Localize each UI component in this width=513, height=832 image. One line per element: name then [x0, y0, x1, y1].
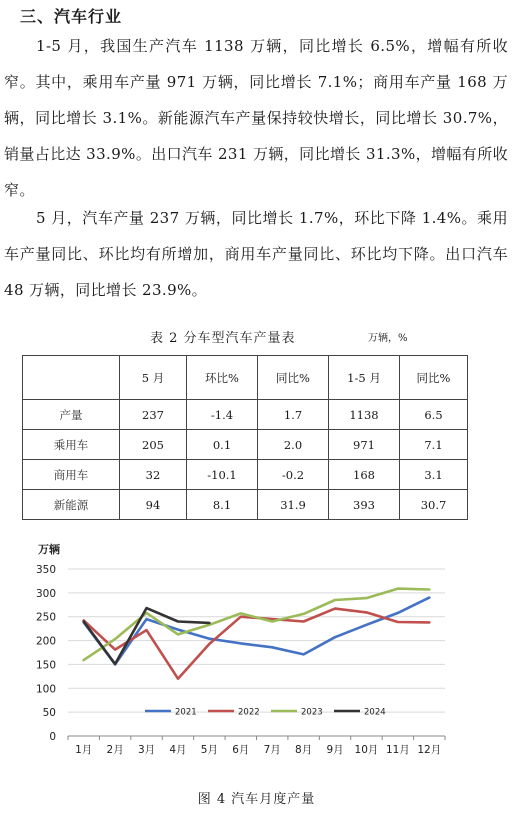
x-tick-label: 9月	[326, 744, 344, 756]
paragraph-1: 1-5 月，我国生产汽车 1138 万辆，同比增长 6.5%，增幅有所收窄。其中，乘用车产量 971 万辆，同比增长 7.1%；商用车产量 168 万辆，同比增长 3.1%。新能源汽车产量保持较快增长，同比增长 30.7%，销量占比达 33.9%。出口汽车 231 万辆，同比增长 31.3%，增幅有所收窄。	[4, 37, 509, 199]
legend-label-2023: 2023	[301, 707, 323, 718]
series-line-2023	[84, 589, 430, 661]
legend-label-2024: 2024	[364, 707, 386, 718]
table-cell: 32	[120, 460, 187, 490]
x-tick-label: 1月	[75, 744, 93, 756]
table-cell: 3.1	[400, 460, 468, 490]
table-cell: 31.9	[258, 490, 329, 520]
table-cell: 168	[329, 460, 400, 490]
y-tick-label: 0	[49, 731, 56, 743]
table-cell: 30.7	[400, 490, 468, 520]
table-cell: 971	[329, 430, 400, 460]
table-cell: 1138	[329, 400, 400, 430]
series-line-2021	[84, 598, 430, 665]
table-cell: 0.1	[187, 430, 258, 460]
table-header-row	[23, 356, 468, 400]
y-tick-label: 50	[42, 707, 56, 720]
header-cell	[23, 356, 120, 400]
legend-label-2022: 2022	[238, 707, 260, 718]
y-tick-label: 300	[35, 587, 56, 600]
header-cell: 5 月	[120, 356, 187, 400]
x-tick-label: 7月	[263, 744, 281, 756]
table-row	[23, 400, 468, 430]
x-tick-label: 8月	[295, 744, 313, 756]
table-caption: 表 2 分车型汽车产量表	[150, 331, 296, 346]
x-tick-label: 6月	[232, 744, 250, 756]
y-tick-label: 250	[35, 611, 56, 624]
table-cell: 8.1	[187, 490, 258, 520]
table-cell: 6.5	[400, 400, 468, 430]
row-label: 新能源	[23, 490, 120, 520]
y-tick-label: 200	[35, 635, 56, 648]
row-label: 乘用车	[23, 430, 120, 460]
series-line-2022	[84, 609, 430, 679]
table-cell: -10.1	[187, 460, 258, 490]
y-tick-label: 350	[35, 564, 56, 576]
table-cell: -1.4	[187, 400, 258, 430]
table-cell: 237	[120, 400, 187, 430]
y-tick-label: 100	[35, 683, 56, 696]
x-tick-label: 5月	[200, 744, 218, 756]
x-tick-label: 11月	[385, 744, 410, 756]
table-row	[23, 430, 468, 460]
row-label: 商用车	[23, 460, 120, 490]
table-cell: 393	[329, 490, 400, 520]
row-label: 产量	[23, 400, 120, 430]
paragraph-2: 5 月，汽车产量 237 万辆，同比增长 1.7%，环比下降 1.4%。乘用车产量同比、环比均有所增加，商用车产量同比、环比均下降。出口汽车 48 万辆，同比增长 23.9%。	[4, 209, 508, 299]
x-tick-label: 12月	[417, 744, 442, 756]
x-tick-label: 10月	[354, 744, 379, 756]
y-tick-label: 150	[35, 659, 56, 672]
x-tick-label: 3月	[137, 744, 156, 756]
legend-label-2021: 2021	[175, 707, 197, 718]
section-heading: 三、汽车行业	[20, 7, 123, 26]
table-cell: -0.2	[258, 460, 329, 490]
table-cell: 2.0	[258, 430, 329, 460]
header-cell: 同比%	[258, 356, 329, 400]
monthly-production-chart	[0, 538, 513, 776]
table-cell: 94	[120, 490, 187, 520]
production-table	[22, 355, 468, 520]
y-axis-label: 万辆	[38, 543, 60, 556]
table-row	[23, 460, 468, 490]
x-tick-label: 4月	[169, 744, 187, 756]
table-unit: 万辆，%	[368, 333, 408, 344]
table-cell: 7.1	[400, 430, 468, 460]
table-cell: 205	[120, 430, 187, 460]
table-cell: 1.7	[258, 400, 329, 430]
table-row	[23, 490, 468, 520]
header-cell: 1-5 月	[329, 356, 400, 400]
x-tick-label: 2月	[106, 744, 124, 756]
header-cell: 同比%	[400, 356, 468, 400]
figure-caption: 图 4 汽车月度产量	[197, 792, 316, 807]
header-cell: 环比%	[187, 356, 258, 400]
